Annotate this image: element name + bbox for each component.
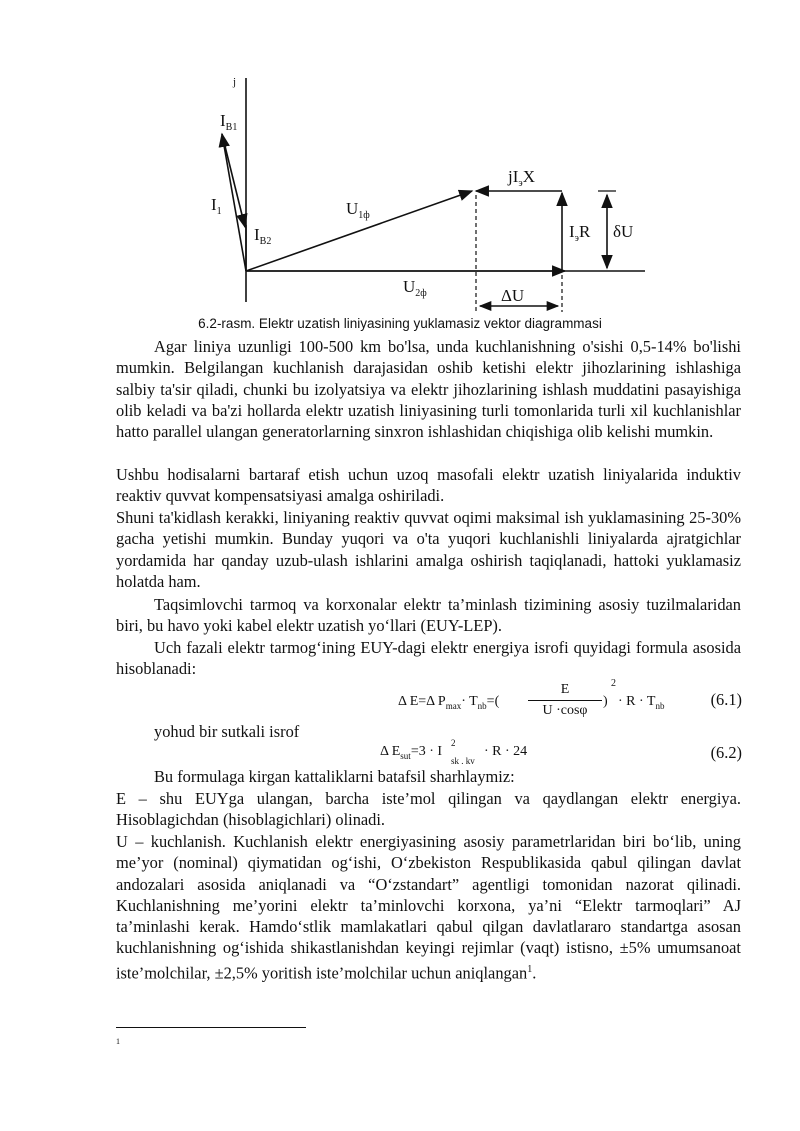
paragraph-7: Bu formulaga kirgan kattaliklarni batafsil sharhlaymiz:: [154, 767, 515, 786]
j-label: j: [233, 76, 237, 88]
formula-6-1: Δ E=Δ $P_{max}\cdot T_{nb}=$( E U ·cosφ ) 2 · $R \cdot T_{nb}$: [398, 678, 665, 718]
figure-caption: 6.2-rasm. Elektr uzatish liniyasining yuklamasiz vektor diagrammasi: [198, 316, 602, 331]
jix-label: $jI_эX$: [508, 167, 535, 189]
equation-number-6-2: (6.2): [710, 743, 742, 762]
u1-label: $U_{1ф}$: [346, 199, 370, 221]
ir-label: $I_эR$: [569, 222, 591, 244]
equation-number-6-1: (6.1): [710, 690, 742, 709]
ib2-label: $I_{B2}$: [254, 225, 272, 247]
i1-vector: [222, 134, 246, 271]
du-label: δU: [613, 222, 634, 241]
paragraph-1: Agar liniya uzunligi 100-500 km bo'lsa, unda kuchlanishning o'sishi 0,5-14% bo'lishi mumkin. Belgilangan kuchlanish darajasidan oshib ketishi elektr jihozlarining ishlashiga salbiy ta'sir qiladi, chunki bu izolyatsiya va elektr jihozlarining ishlash muddatini pasayishiga olib keladi va ba'zi hollarda elektr uzatish liniyasining turli tomonlarida turli xil kuchlanishlar hatto parallel ulangan generatorlarning sinxron ishlashidan chiqishiga olib kelishi mumkin.: [116, 337, 741, 442]
u1-vector: [246, 191, 472, 271]
paragraph-5: Uch fazali elektr tarmog‘ining EUY-dagi elektr energiya isrofi quyidagi formula asosida hisoblanadi:: [116, 638, 741, 679]
ib2-vector: [222, 134, 245, 227]
footnote-separator: [116, 1027, 306, 1028]
paragraph-2: Ushbu hodisalarni bartaraf etish uchun uzoq masofali elektr uzatish liniyalarida induktiv reaktiv quvvat kompensatsiyasi amalga oshiriladi.: [116, 465, 741, 506]
delta-u-label: ΔU: [501, 286, 525, 305]
paragraph-8: E – shu EUYga ulangan, barcha iste’mol qilingan va qaydlangan elektr energiya. Hisoblagichdan (hisoblagichlari) olinadi.: [116, 789, 741, 830]
u2-label: $U_{2ф}$: [403, 277, 427, 299]
i1-label: $I_1$: [211, 195, 222, 217]
footnote: 1: [116, 1037, 120, 1046]
ib1-label: $I_{B1}$: [220, 111, 238, 133]
footnote-reference[interactable]: 1: [527, 963, 533, 975]
formula-6-2: Δ $E_{sut}=3 \cdot I$ 2 sk . kv · R · 24: [380, 738, 528, 766]
paragraph-6: yohud bir sutkali isrof: [154, 722, 300, 741]
paragraph-3: Shuni ta'kidlash kerakki, liniyaning reaktiv quvvat oqimi maksimal ish yuklamasining 25-30% gacha yetishi mumkin. Bunday yuqori va o'ta yuqori kuchlanishli liniyalarda ajratgichlar yordamida har qanday uzub-ulash ishlarini amalga oshirish taqiqlanadi, hattoki yuklamasiz holatda ham.: [116, 508, 741, 591]
paragraph-9: U – kuchlanish. Kuchlanish elektr energiyasining asosiy parametrlaridan biri bo‘lib, uning me’yor (nominal) qiymatidan og‘ishi, O‘zbekiston Respublikasida qabul qilingan davlat andozalari asosida aniqlanadi va “O‘zstandart” agentligi tomonidan nazorat qilinadi. Kuchlanishning me’yorini elektr ta’minlovchi korxona, ya’ni “Elektr tarmoqlari” AJ ta’minlashi kerak. Hamdo‘stlik mamlakatlari qabul qilgan davlatlararo standartga asosan kuchlanishning og‘ishida shikastlanishdan keyingi rejimlar (vaqt) istisno, ±5% umumsanoat iste’molchilar, ±2,5% yoritish iste’molchilar uchun aniqlangan$^1$.: [116, 832, 741, 983]
paragraph-4: Taqsimlovchi tarmoq va korxonalar elektr ta’minlash tizimining asosiy tuzilmalaridan biri, bu havo yoki kabel elektr uzatish yo‘llari (EUY-LEP).: [116, 595, 741, 636]
vector-diagram: [0, 0, 800, 320]
